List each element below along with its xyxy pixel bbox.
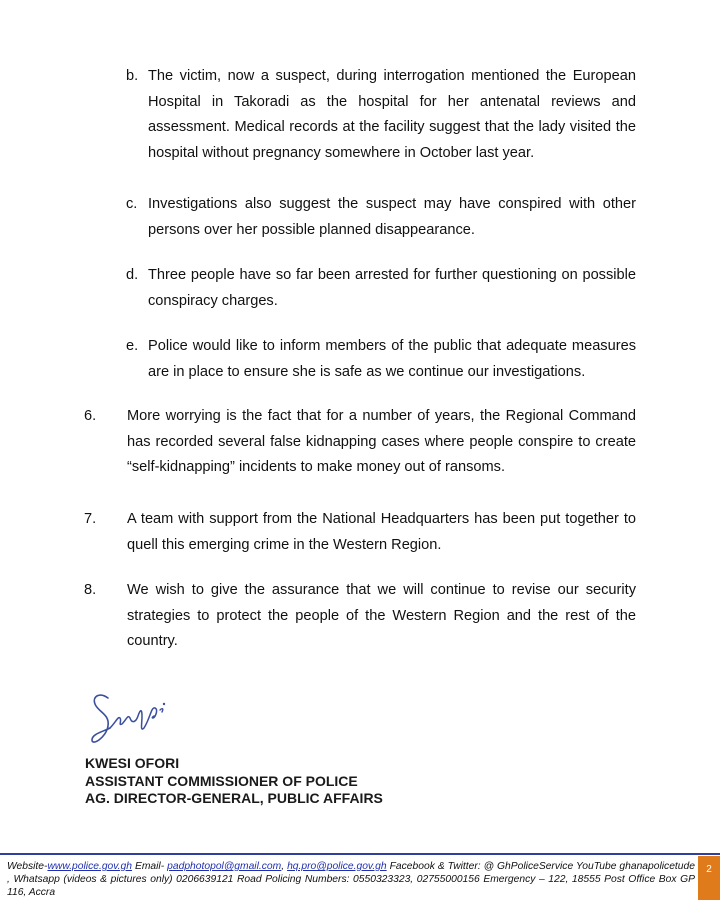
paragraph-text: We wish to give the assurance that we will continue to revise our security strategies to protect the people of the Western Region and the rest of the country.	[127, 582, 636, 649]
list-marker: c.	[126, 196, 138, 212]
list-item-text: The victim, now a suspect, during interrogation mentioned the European Hospital in Takoradi as the hospital for her antenatal reviews and assessment. Medical records at the facility suggest that the lady visited the hospital without pregnancy somewhere in October last year.	[148, 68, 636, 161]
paragraph-number: 6.	[84, 408, 97, 424]
paragraph-number: 7.	[84, 511, 97, 527]
paragraph-text: More worrying is the fact that for a number of years, the Regional Command has recorded several false kidnapping cases where people conspire to create “self-kidnapping” incidents to make money out of ransoms.	[127, 408, 636, 475]
signatory-rank: ASSISTANT COMMISSIONER OF POLICE	[85, 772, 358, 789]
website-link[interactable]: www.police.gov.gh	[47, 861, 132, 872]
footer-contact-text: Facebook & Twitter: @ GhPoliceService YouTube ghanapolicetude , Whatsapp (videos & pictures only) 0206639121 Road Policing Numbers: 0550323323, 02755000156 Emergency – 122, 18555 Post Office Box GP 116, Accra	[7, 861, 695, 898]
signatory-title: AG. DIRECTOR-GENERAL, PUBLIC AFFAIRS	[85, 790, 383, 806]
email-separator: ,	[281, 861, 285, 872]
list-marker: b.	[126, 68, 139, 84]
footer-divider	[0, 853, 720, 855]
page-number-badge: 2	[698, 856, 720, 900]
list-item-text: Three people have so far been arrested for further questioning on possible conspiracy charges.	[148, 267, 636, 309]
list-marker: e.	[126, 338, 139, 354]
list-item-e	[126, 334, 636, 385]
paragraph-6	[84, 404, 636, 481]
list-item-text: Police would like to inform members of the public that adequate measures are in place to ensure she is safe as we continue our investigations.	[148, 338, 636, 380]
signatory-name: KWESI OFORI	[85, 755, 180, 771]
list-marker: d.	[126, 267, 139, 283]
paragraph-7	[84, 507, 636, 558]
website-label: Website-	[7, 861, 48, 872]
email-label: Email-	[134, 861, 165, 872]
paragraph-number: 8.	[84, 582, 97, 598]
list-item-b	[126, 64, 636, 166]
email-link-2[interactable]: hq.pro@police.gov.gh	[287, 861, 387, 872]
footer	[7, 860, 695, 899]
paragraph-8	[84, 578, 636, 655]
email-link-1[interactable]: padphotopol@gmail.com	[167, 861, 282, 872]
list-item-d	[126, 263, 636, 314]
list-item-c	[126, 192, 636, 243]
list-item-text: Investigations also suggest the suspect may have conspired with other persons over her possible planned disappearance.	[148, 196, 636, 238]
signature	[86, 688, 176, 750]
signatory-block	[85, 755, 383, 808]
paragraph-text: A team with support from the National Headquarters has been put together to quell this emerging crime in the Western Region.	[127, 511, 636, 553]
